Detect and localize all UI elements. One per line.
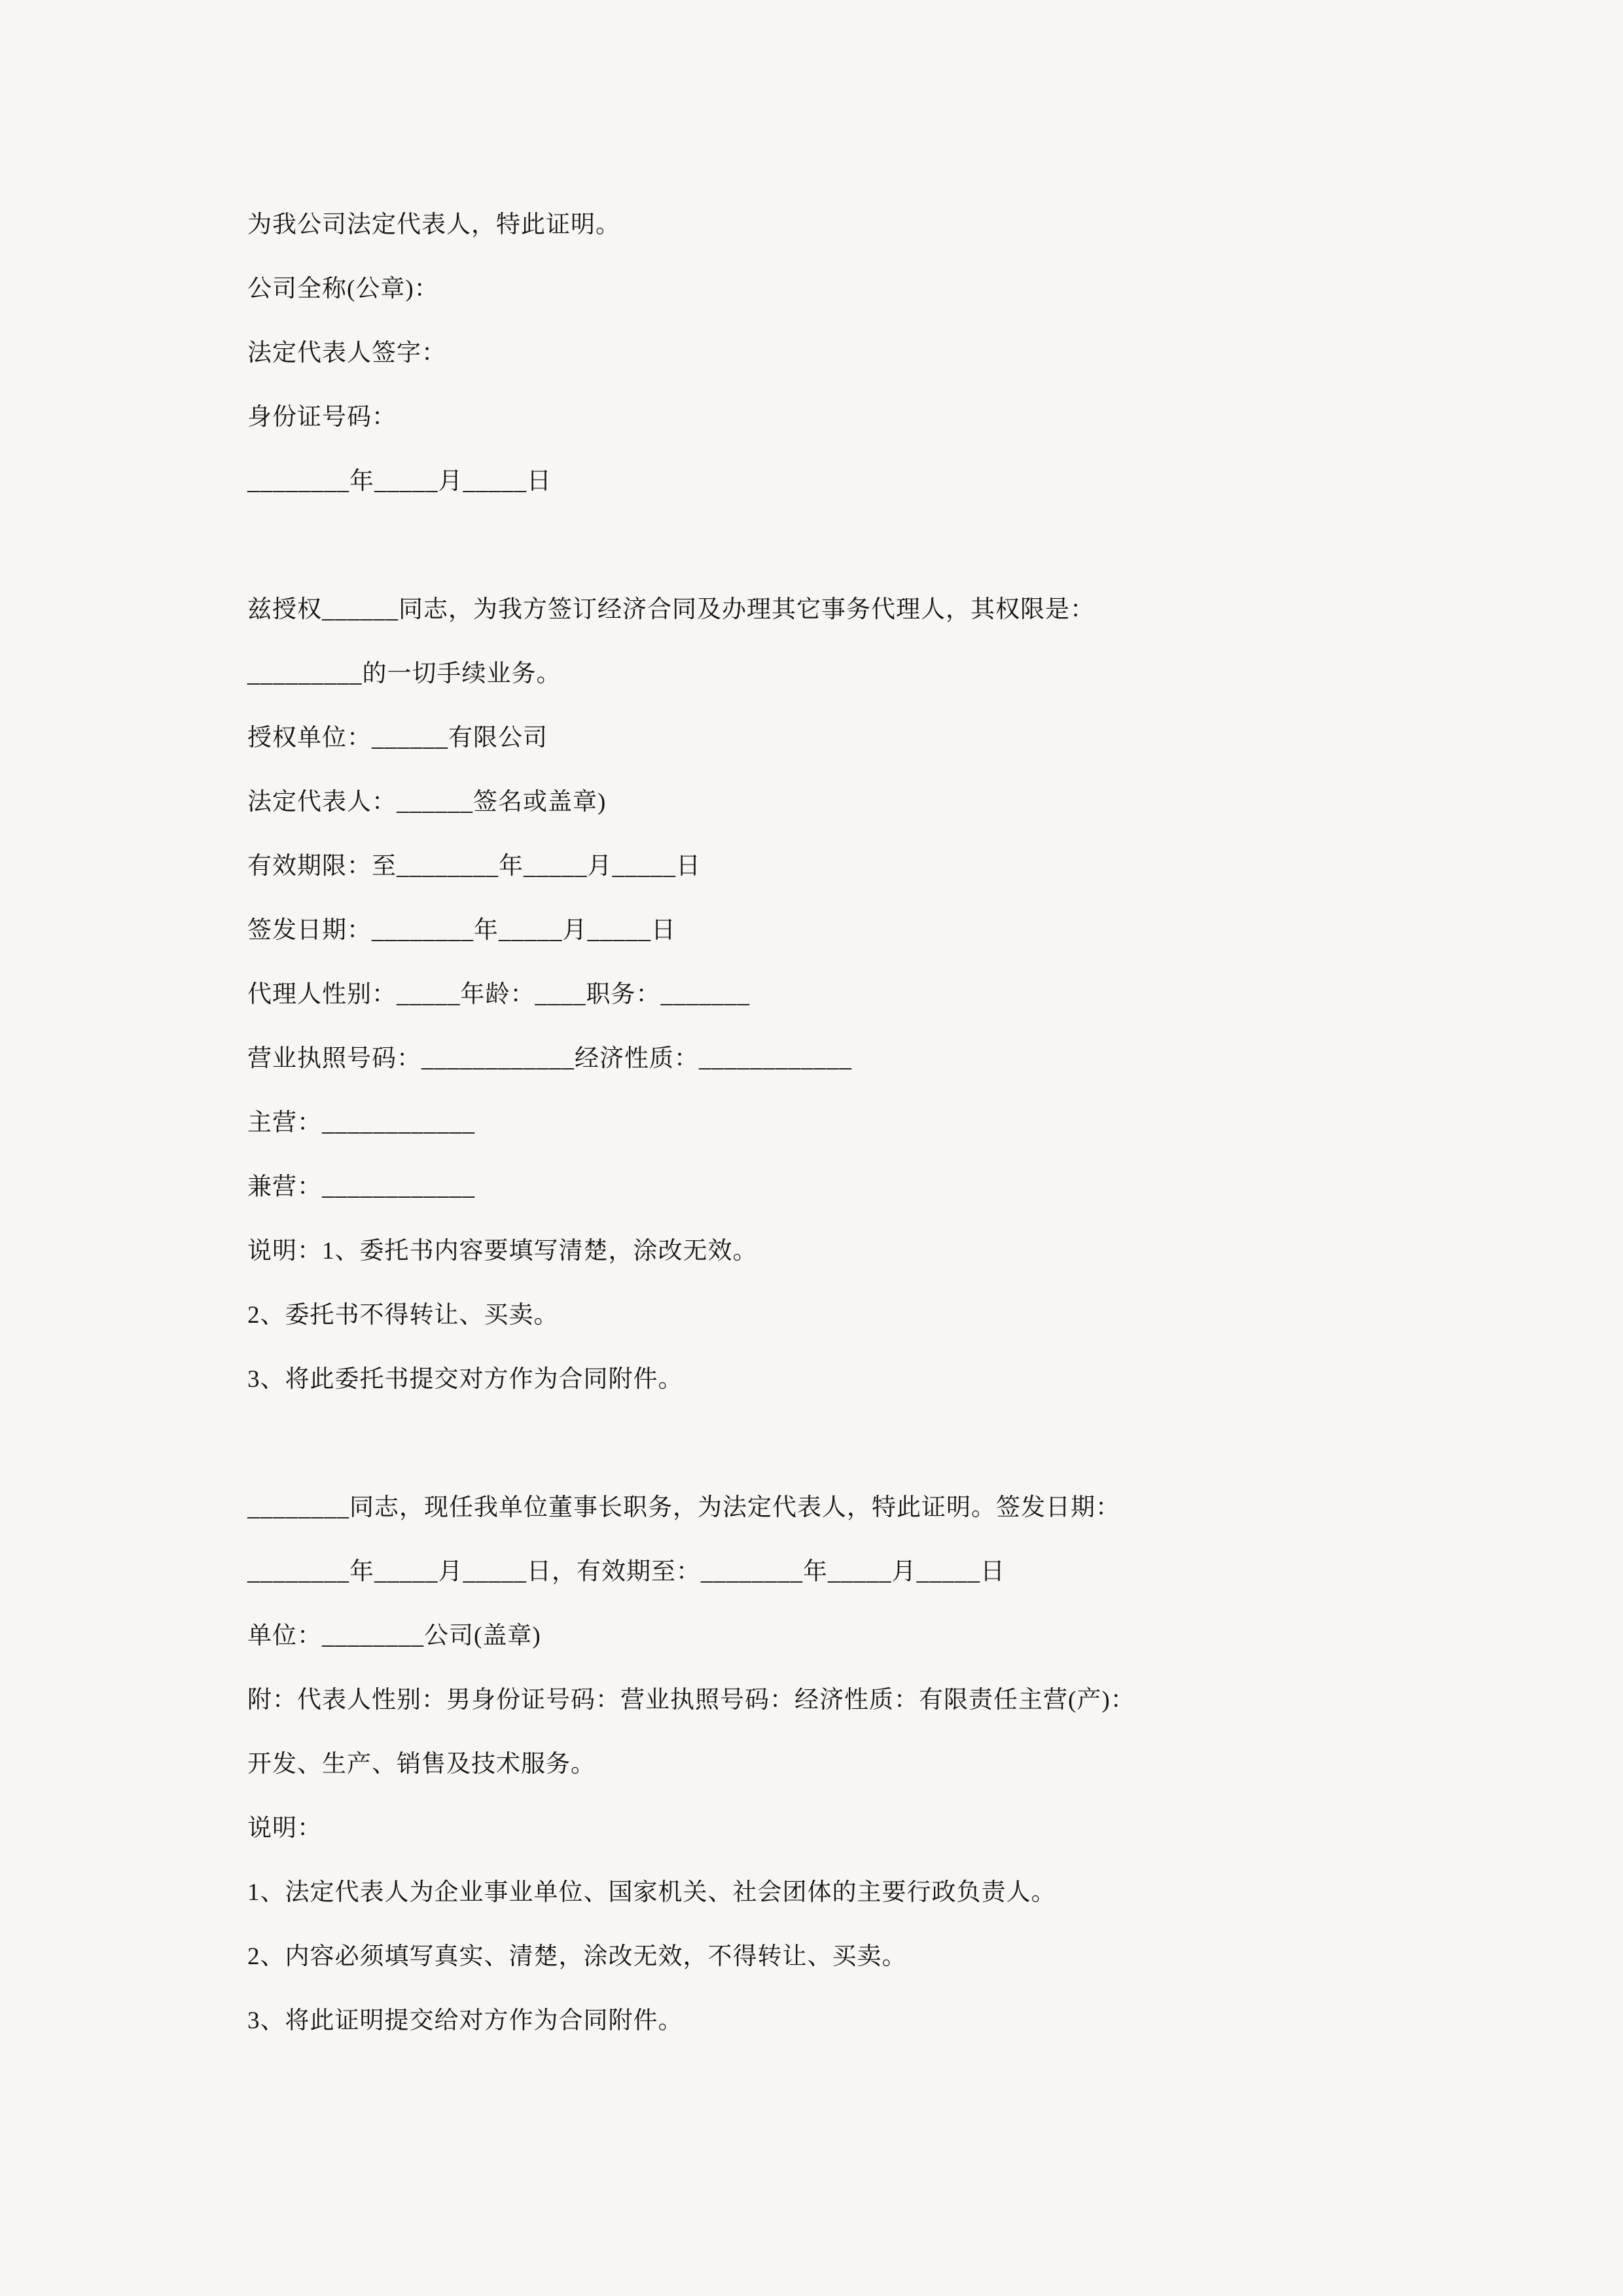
section-authorization-letter: [247, 578, 1420, 1412]
document-line: 有效期限：至________年_____月_____日: [247, 853, 701, 880]
document-line: 主营：____________: [247, 1109, 475, 1136]
document-line-note: 说明：: [247, 1815, 322, 1842]
section-certificate-closing: [247, 193, 1420, 514]
document-line-note: 说明：1、委托书内容要填写清楚，涂改无效。: [247, 1238, 758, 1265]
document-line: 兹授权______同志，为我方签订经济合同及办理其它事务代理人，其权限是：: [247, 596, 1095, 623]
document-line: ________年_____月_____日，有效期至：________年_____月_____日: [247, 1558, 1005, 1585]
document-line: _________的一切手续业务。: [247, 660, 562, 687]
document-line: 营业执照号码：____________经济性质：____________: [247, 1045, 852, 1072]
section-chairman-certificate: [247, 1476, 1420, 2053]
document-line: 授权单位：______有限公司: [247, 725, 548, 751]
document-line: 开发、生产、销售及技术服务。: [247, 1751, 596, 1778]
document-content: [247, 193, 1420, 2053]
document-line-note: 1、法定代表人为企业事业单位、国家机关、社会团体的主要行政负责人。: [247, 1879, 1056, 1906]
document-line: 单位：________公司(盖章): [247, 1623, 541, 1649]
document-line: 公司全称(公章)：: [247, 276, 439, 302]
document-line: 附：代表人性别：男身份证号码：营业执照号码：经济性质：有限责任主营(产)：: [247, 1687, 1135, 1713]
document-line-note: 2、内容必须填写真实、清楚，涂改无效，不得转让、买卖。: [247, 1943, 907, 1970]
document-line: 为我公司法定代表人，特此证明。: [247, 211, 620, 238]
document-line: 法定代表人：______签名或盖章): [247, 789, 607, 816]
document-line-note: 3、将此委托书提交对方作为合同附件。: [247, 1366, 683, 1393]
document-line: 签发日期：________年_____月_____日: [247, 917, 676, 944]
document-line-note: 3、将此证明提交给对方作为合同附件。: [247, 2007, 683, 2034]
document-line-date-blank: ________年_____月_____日: [247, 468, 552, 495]
document-line: 代理人性别：_____年龄：____职务：_______: [247, 981, 750, 1008]
document-line: 兼营：____________: [247, 1174, 475, 1200]
document-line: 法定代表人签字：: [247, 340, 446, 367]
document-line: 身份证号码：: [247, 404, 397, 431]
document-line: ________同志，现任我单位董事长职务，为法定代表人，特此证明。签发日期：: [247, 1494, 1120, 1521]
document-line-note: 2、委托书不得转让、买卖。: [247, 1302, 559, 1329]
